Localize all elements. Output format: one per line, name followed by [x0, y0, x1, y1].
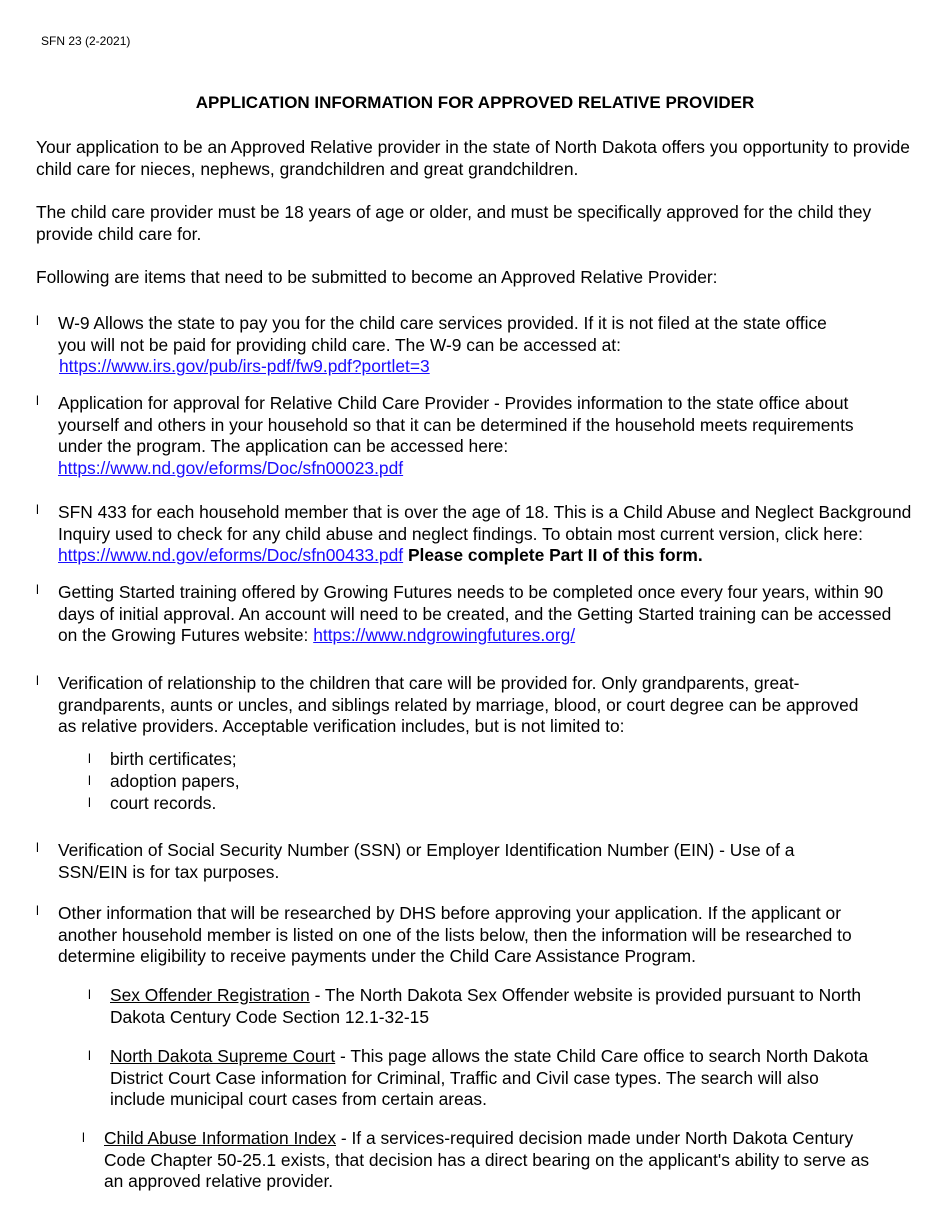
application-link[interactable]: https://www.nd.gov/eforms/Doc/sfn00023.pdf	[58, 458, 404, 479]
subitem-court-records: l court records.	[88, 793, 217, 813]
bullet-icon: l	[82, 1130, 85, 1145]
sex-offender-registration-title: Sex Offender Registration	[110, 985, 310, 1005]
training-link[interactable]: https://www.ndgrowingfutures.org/	[313, 625, 576, 646]
application-text: Application for approval for Relative Child Care Provider - Provides information to the state office about yourself and others in your household so that it can be determined if the household meets requirements under the program. The application can be accessed here:	[58, 393, 854, 457]
other-information-text: Other information that will be researched by DHS before approving your application. If the applicant or another household member is listed on one of the lists below, then the information will be researched to determine eligibility to receive payments under the Child Care Assistance Program.	[58, 903, 852, 967]
child-abuse-index-title: Child Abuse Information Index	[104, 1128, 337, 1148]
list-item-application	[36, 393, 924, 480]
relationship-text: Verification of relationship to the children that care will be provided for. Only grandparents, great-grandparents, aunts or uncles, and siblings related by marriage, blood, or court degree can be approved as relative providers. Acceptable verification includes, but is not limited to:	[58, 673, 859, 737]
page-title: APPLICATION INFORMATION FOR APPROVED RELATIVE PROVIDER	[195, 93, 755, 112]
list-item-training	[36, 582, 924, 647]
form-number: SFN 23 (2-2021)	[41, 34, 131, 48]
w9-text: W-9 Allows the state to pay you for the child care services provided. If it is not filed at the state office you will not be paid for providing child care. The W-9 can be accessed at:	[58, 313, 827, 355]
intro-paragraph-3: Following are items that need to be submitted to become an Approved Relative Provider:	[36, 267, 718, 287]
bullet-icon: l	[88, 773, 91, 788]
nd-supreme-court-title: North Dakota Supreme Court	[110, 1046, 336, 1066]
child-abuse-index-item	[82, 1128, 872, 1193]
list-item-sfn433	[36, 502, 924, 567]
bullet-icon: l	[36, 840, 39, 855]
intro-paragraph-2: The child care provider must be 18 years of age or older, and must be specifically approved for the child they provide child care for.	[36, 202, 872, 244]
bullet-icon: l	[36, 313, 39, 328]
training-text: Getting Started training offered by Growing Futures needs to be completed once every four years, within 90 days of initial approval. An account will need to be created, and the Getting Started training can be accessed on the Growing Futures website:	[58, 582, 892, 646]
sfn433-text: SFN 433 for each household member that is over the age of 18. This is a Child Abuse and Neglect Background Inquiry used to check for any child abuse and neglect findings. To obtain most current version, click here:	[58, 502, 912, 544]
list-item-w9	[36, 313, 924, 378]
w9-link[interactable]: https://www.irs.gov/pub/irs-pdf/fw9.pdf?portlet=3	[59, 356, 430, 377]
child-abuse-index-description: - If a services-required decision made under North Dakota Century Code Chapter 50-25.1 exists, that decision has a direct bearing on the applicant's ability to serve as an approved relative provider.	[104, 1128, 870, 1192]
bullet-icon: l	[88, 751, 91, 766]
list-item-relationship	[36, 673, 924, 738]
sex-offender-registration-description: - The North Dakota Sex Offender website is provided pursuant to North Dakota Century Code Section 12.1-32-15	[110, 985, 862, 1027]
bullet-icon: l	[36, 393, 39, 408]
list-item-ssn	[36, 840, 924, 883]
bullet-icon: l	[88, 795, 91, 810]
sfn433-bold-note: Please complete Part II of this form.	[407, 545, 703, 566]
bullet-icon: l	[88, 987, 91, 1002]
ssn-text: Verification of Social Security Number (SSN) or Employer Identification Number (EIN) - Use of a SSN/EIN is for tax purposes.	[58, 840, 795, 882]
bullet-icon: l	[88, 1048, 91, 1063]
bullet-icon: l	[36, 903, 39, 918]
bullet-icon: l	[36, 673, 39, 688]
subitem-adoption-papers: l adoption papers,	[88, 771, 240, 791]
subitem-birth-certificates: l birth certificates;	[88, 749, 237, 769]
list-item-other-information	[36, 903, 924, 968]
bullet-icon: l	[36, 582, 39, 597]
nd-supreme-court-item	[88, 1046, 878, 1111]
sfn433-link[interactable]: https://www.nd.gov/eforms/Doc/sfn00433.pdf	[58, 545, 404, 566]
bullet-icon: l	[36, 502, 39, 517]
nd-supreme-court-description: - This page allows the state Child Care office to search North Dakota District Court Case information for Criminal, Traffic and Civil case types. The search will also include municipal court cases from certain areas.	[110, 1046, 869, 1110]
sex-offender-registration-item	[88, 985, 878, 1028]
intro-paragraph-1: Your application to be an Approved Relative provider in the state of North Dakota offers you opportunity to provide child care for nieces, nephews, grandchildren and great grandchildren.	[36, 137, 910, 179]
